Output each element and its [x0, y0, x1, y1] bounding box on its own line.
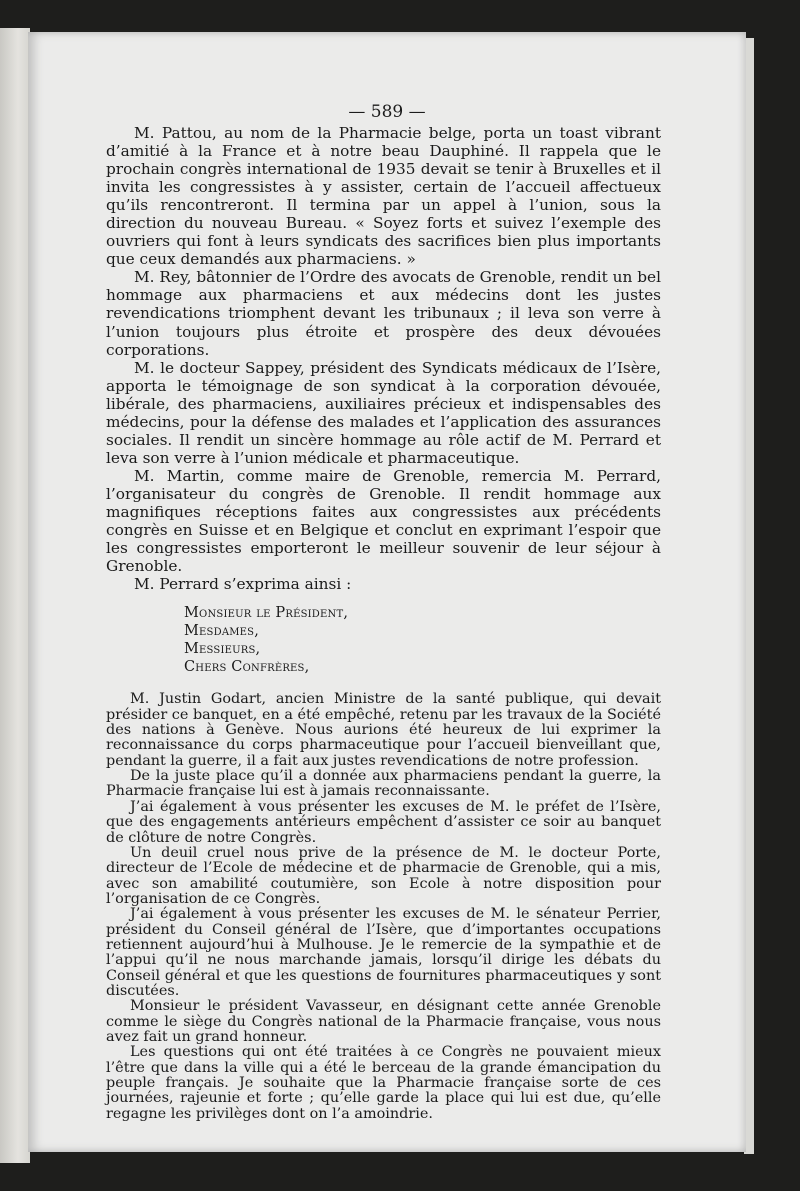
paragraph-sappey: M. le docteur Sappey, président des Syndicats médicaux de l’Isère, apporta le témoignage de son syndicat à la corporation dévouée, libérale, des pharmaciens, auxiliaires précieux et indispensables des médecins, pour la défense des malades et l’application des assurances sociales. Il rendit un sincère hommage au rôle actif de M. Perrard et leva son verre à l’union médicale et pharmaceutique.: [106, 358, 661, 467]
paragraph-rey: M. Rey, bâtonnier de l’Ordre des avocats de Grenoble, rendit un bel hommage aux pharmaciens et aux médecins dont les justes revendications triomphent devant les tribunaux ; il leva son verre à l’union toujours plus étroite et prospère des deux dévouées corporations.: [106, 268, 661, 359]
document-page: [28, 32, 746, 1152]
speech-text: [106, 692, 661, 1122]
page-number: — 589 —: [348, 102, 426, 122]
body-text: [106, 124, 661, 1122]
paragraph-pattou: M. Pattou, au nom de la Pharmacie belge, porta un toast vibrant d’amitié à la France et à notre beau Dauphiné. Il rappela que le prochain congrès international de 1935 devait se tenir à Bruxelles et il invita les congressistes à y assister, certain de l’accueil affectueux qu’ils rencontreront. Il termina par un appel à l’union, sous la direction du nouveau Bureau. « Soyez forts et suivez l’exemple des ouvriers qui font à leurs syndicats des sacrifices bien plus importants que ceux demandés aux pharmaciens. »: [106, 124, 661, 269]
paragraph-perrard-intro: M. Perrard s’exprima ainsi :: [134, 575, 352, 594]
paragraph-martin: M. Martin, comme maire de Grenoble, remercia M. Perrard, l’organisateur du congrès de Grenoble. Il rendit hommage aux magnifiques réceptions faites aux congressistes aux précédents congrès en Suisse et en Belgique et conclut en exprimant l’espoir que les congressistes emporteront le meilleur souvenir de leur séjour à Grenoble.: [106, 466, 661, 576]
speech-paragraph: Un deuil cruel nous prive de la présence de M. le docteur Porte, directeur de l’Ecole de médecine et de pharmacie de Grenoble, qui a mis, avec son amabilité coutumière, son Ecole à notre disposition pour l’organisation de ce Congrès.: [106, 844, 661, 907]
salutation-line: Messieurs,: [184, 641, 261, 658]
salutation-line: Mesdames,: [184, 623, 260, 640]
speech-paragraph: J’ai également à vous présenter les excuses de M. le sénateur Perrier, président du Conseil général de l’Isère, que d’importantes occupations retiennent aujourd’hui à Mulhouse. Je le remercie de la sympathie et de l’appui qu’il ne nous marchande jamais, lorsqu’il dirige les débats du Conseil général et que les questions de fournitures pharmaceutiques y sont discutées.: [106, 906, 661, 999]
speech-paragraph: Les questions qui ont été traitées à ce Congrès ne pouvaient mieux l’être que dans la ville qui a été le berceau de la grande émancipation du peuple français. Je souhaite que la Pharmacie française sorte de ces journées, rajeunie et forte ; qu’elle garde la place qui lui est due, qu’elle regagne les privilèges dont on l’a amoindrie.: [106, 1044, 661, 1122]
speech-paragraph: M. Justin Godart, ancien Ministre de la santé publique, qui devait présider ce banquet, en a été empêché, retenu par les travaux de la Société des nations à Genève. Nous aurions été heureux de lui exprimer la reconnaissance du corps pharmaceutique pour l’accueil bienveillant que, pendant la guerre, il a fait aux justes revendications de notre profession.: [106, 691, 661, 769]
speech-paragraph: De la juste place qu’il a donnée aux pharmaciens pendant la guerre, la Pharmacie française lui est à jamais reconnaissante.: [106, 768, 661, 800]
salutation-line: Chers Confrères,: [184, 659, 310, 676]
salutation-line: Monsieur le Président,: [184, 605, 349, 622]
facing-page-edge: [0, 28, 30, 1163]
speech-salutation: [184, 604, 661, 676]
speech-paragraph: J’ai également à vous présenter les excuses de M. le préfet de l’Isère, que des engagements antérieurs empêchent d’assister ce soir au banquet de clôture de notre Congrès.: [106, 798, 661, 846]
speech-paragraph: Monsieur le président Vavasseur, en désignant cette année Grenoble comme le siège du Congrès national de la Pharmacie française, vous nous avez fait un grand honneur.: [106, 998, 661, 1045]
